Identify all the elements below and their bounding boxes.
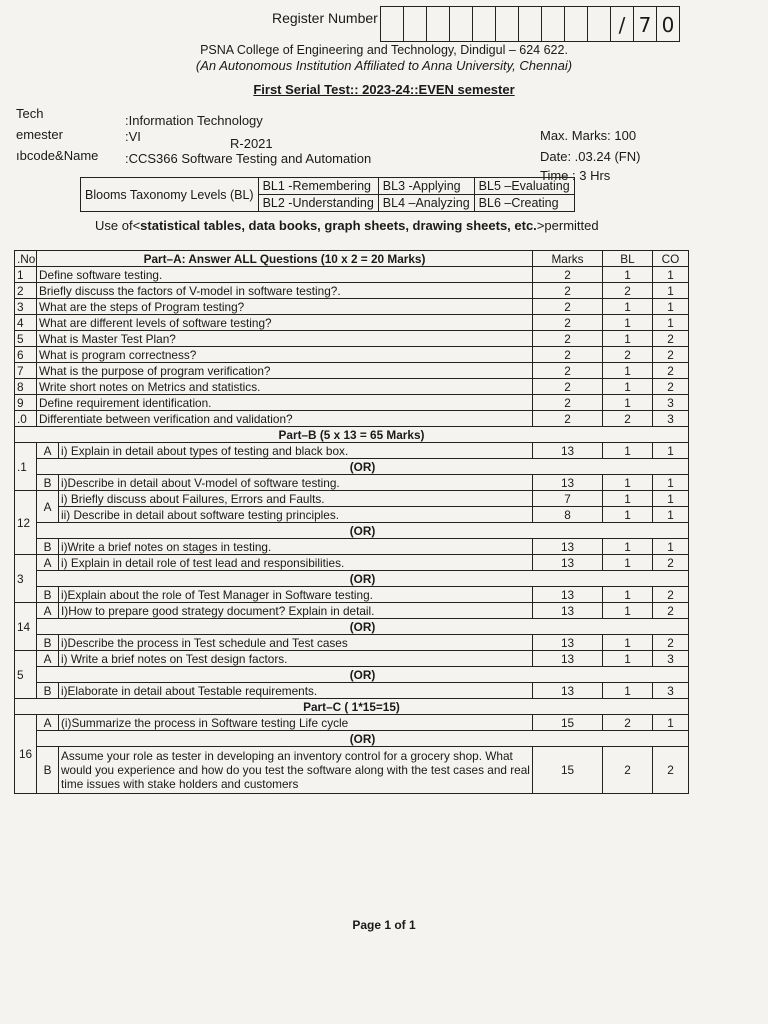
option-label: B (37, 475, 59, 491)
co-cell: 2 (653, 603, 689, 619)
co-cell: 3 (653, 683, 689, 699)
marks-cell: 13 (533, 555, 603, 571)
question-text: What are the steps of Program testing? (37, 299, 533, 315)
question-row (15, 299, 689, 315)
co-cell: 1 (653, 715, 689, 731)
or-row (15, 571, 689, 587)
co-cell: 1 (653, 507, 689, 523)
or-row (15, 619, 689, 635)
bl-cell: 1 (603, 315, 653, 331)
question-text: ii) Describe in detail about software testing principles. (59, 507, 533, 523)
co-cell: 3 (653, 411, 689, 427)
question-row (15, 555, 689, 571)
question-row (15, 331, 689, 347)
question-text: What are different levels of software testing? (37, 315, 533, 331)
co-cell: 2 (653, 379, 689, 395)
register-digit-box (496, 7, 519, 41)
marks-cell: 13 (533, 539, 603, 555)
option-label: B (37, 635, 59, 651)
bl-cell: 1 (603, 651, 653, 667)
section-row (15, 699, 689, 715)
meta-value-3: :CCS366 Software Testing and Automation (125, 151, 372, 166)
meta-value-1: :Information Technology (125, 113, 263, 128)
register-number-boxes (380, 6, 680, 42)
option-label: A (37, 715, 59, 731)
question-number: 14 (15, 603, 37, 651)
marks-cell: 13 (533, 475, 603, 491)
question-number: 3 (15, 555, 37, 603)
marks-cell: 13 (533, 587, 603, 603)
question-text: What is Master Test Plan? (37, 331, 533, 347)
marks-cell: 15 (533, 715, 603, 731)
college-name: PSNA College of Engineering and Technology, Dindigul – 624 622. (200, 43, 568, 57)
regulation: R-2021 (230, 136, 273, 151)
question-text: Briefly discuss the factors of V-model in software testing?. (37, 283, 533, 299)
question-row (15, 363, 689, 379)
co-cell: 2 (653, 363, 689, 379)
marks-cell: 15 (533, 747, 603, 794)
question-row (15, 747, 689, 794)
option-label: B (37, 587, 59, 603)
register-number-label: Register Number (272, 10, 378, 26)
marks-cell: 13 (533, 683, 603, 699)
college-header (0, 42, 768, 74)
question-row (15, 539, 689, 555)
college-affiliation: (An Autonomous Institution Affiliated to Anna University, Chennai) (195, 58, 573, 73)
marks-cell: 2 (533, 347, 603, 363)
register-digit-box (565, 7, 588, 41)
bl-cell: 1 (603, 475, 653, 491)
question-text: i)Describe in detail about V-model of software testing. (59, 475, 533, 491)
co-cell: 1 (653, 283, 689, 299)
max-marks: Max. Marks: 100 (540, 128, 637, 143)
or-separator: (OR) (37, 731, 689, 747)
bl-cell: 2 (603, 283, 653, 299)
marks-cell: 2 (533, 395, 603, 411)
question-text: (i)Summarize the process in Software testing Life cycle (59, 715, 533, 731)
marks-cell: 2 (533, 379, 603, 395)
co-cell: 1 (653, 539, 689, 555)
question-number: 4 (15, 315, 37, 331)
question-text: i)Write a brief notes on stages in testing. (59, 539, 533, 555)
register-digit-box (519, 7, 542, 41)
marks-cell: 2 (533, 411, 603, 427)
register-digit-box (588, 7, 611, 41)
question-row (15, 347, 689, 363)
bl-cell: 2 (603, 347, 653, 363)
bl4: BL4 –Analyzing (378, 195, 474, 212)
question-row (15, 683, 689, 699)
page-number: Page 1 of 1 (352, 918, 416, 932)
marks-cell: 2 (533, 299, 603, 315)
option-label: B (37, 683, 59, 699)
option-label: A (37, 443, 59, 459)
marks-cell: 13 (533, 603, 603, 619)
co-cell: 3 (653, 651, 689, 667)
register-digit-box (404, 7, 427, 41)
register-digit-box: 7 (634, 7, 657, 41)
question-text: Write short notes on Metrics and statistics. (37, 379, 533, 395)
marks-cell: 2 (533, 331, 603, 347)
marks-cell: 13 (533, 651, 603, 667)
exam-date: Date: .03.24 (FN) (540, 149, 641, 164)
question-text: i) Explain in detail about types of testing and black box. (59, 443, 533, 459)
bl-cell: 1 (603, 491, 653, 507)
register-digit-box (381, 7, 404, 41)
co-cell: 2 (653, 331, 689, 347)
question-number: 2 (15, 283, 37, 299)
question-text: Differentiate between verification and validation? (37, 411, 533, 427)
question-text: Assume your role as tester in developing an inventory control for a grocery shop. What would you experience and how do you test the software along with the test cases and real time issues with stake holders and customers (59, 747, 533, 794)
question-row (15, 283, 689, 299)
question-text: i)Explain about the role of Test Manager in Software testing. (59, 587, 533, 603)
marks-cell: 8 (533, 507, 603, 523)
option-label: A (37, 651, 59, 667)
co-cell: 1 (653, 315, 689, 331)
co-cell: 3 (653, 395, 689, 411)
permitted-materials-note: Use of<statistical tables, data books, graph sheets, drawing sheets, etc.>permitted (95, 218, 599, 233)
marks-cell: 2 (533, 363, 603, 379)
question-number: 7 (15, 363, 37, 379)
meta-key-1: Tech (16, 106, 44, 121)
bl-cell: 1 (603, 299, 653, 315)
question-row (15, 267, 689, 283)
section-row (15, 427, 689, 443)
question-number: 16 (15, 715, 37, 794)
bl-cell: 1 (603, 603, 653, 619)
question-text: Define requirement identification. (37, 395, 533, 411)
marks-cell: 7 (533, 491, 603, 507)
co-cell: 1 (653, 475, 689, 491)
bl-cell: 1 (603, 635, 653, 651)
question-text: i)Describe the process in Test schedule and Test cases (59, 635, 533, 651)
marks-cell: 2 (533, 315, 603, 331)
col-header-marks: Marks (533, 251, 603, 267)
part-c-heading: Part–C ( 1*15=15) (15, 699, 689, 715)
bl-cell: 2 (603, 715, 653, 731)
marks-cell: 13 (533, 635, 603, 651)
question-number: .0 (15, 411, 37, 427)
option-label: B (37, 747, 59, 794)
question-row (15, 491, 689, 507)
marks-cell: 2 (533, 283, 603, 299)
question-row (15, 635, 689, 651)
marks-cell: 2 (533, 267, 603, 283)
blooms-table (80, 177, 575, 212)
question-number: .1 (15, 443, 37, 491)
bl6: BL6 –Creating (474, 195, 574, 212)
or-row (15, 667, 689, 683)
co-cell: 2 (653, 347, 689, 363)
part-a-heading: Part–A: Answer ALL Questions (10 x 2 = 20 Marks) (37, 251, 533, 267)
register-digit-box (473, 7, 496, 41)
question-row (15, 443, 689, 459)
question-row (15, 715, 689, 731)
register-digit-box (427, 7, 450, 41)
question-text: What is the purpose of program verification? (37, 363, 533, 379)
question-row (15, 507, 689, 523)
bl-cell: 1 (603, 587, 653, 603)
co-cell: 2 (653, 747, 689, 794)
question-table (14, 250, 689, 794)
co-cell: 1 (653, 491, 689, 507)
bl-cell: 1 (603, 395, 653, 411)
question-row (15, 475, 689, 491)
bl-cell: 1 (603, 363, 653, 379)
register-digit-box (542, 7, 565, 41)
question-row (15, 603, 689, 619)
bl-cell: 2 (603, 411, 653, 427)
bl-cell: 1 (603, 539, 653, 555)
question-text: i) Briefly discuss about Failures, Errors and Faults. (59, 491, 533, 507)
bl-cell: 1 (603, 331, 653, 347)
or-row (15, 523, 689, 539)
co-cell: 2 (653, 587, 689, 603)
bl-cell: 1 (603, 683, 653, 699)
or-separator: (OR) (37, 459, 689, 475)
col-header-co: CO (653, 251, 689, 267)
question-text: What is program correctness? (37, 347, 533, 363)
question-number: 5 (15, 651, 37, 699)
question-row (15, 651, 689, 667)
blooms-label: Blooms Taxonomy Levels (BL) (81, 178, 259, 212)
question-row (15, 411, 689, 427)
co-cell: 2 (653, 555, 689, 571)
meta-key-3: ıbcode&Name (16, 148, 99, 163)
question-number: 1 (15, 267, 37, 283)
option-label: A (37, 603, 59, 619)
bl-cell: 1 (603, 555, 653, 571)
option-label: A (37, 555, 59, 571)
question-row (15, 379, 689, 395)
bl-cell: 1 (603, 507, 653, 523)
bl1: BL1 -Remembering (258, 178, 378, 195)
col-header-bl: BL (603, 251, 653, 267)
question-row (15, 395, 689, 411)
option-label: B (37, 539, 59, 555)
or-separator: (OR) (37, 571, 689, 587)
test-title: First Serial Test:: 2023-24::EVEN semester (253, 82, 515, 97)
question-row (15, 315, 689, 331)
bl-cell: 1 (603, 443, 653, 459)
meta-key-2: emester (16, 127, 63, 142)
bl-cell: 1 (603, 379, 653, 395)
question-row (15, 587, 689, 603)
question-text: i)Elaborate in detail about Testable requirements. (59, 683, 533, 699)
bl-cell: 1 (603, 267, 653, 283)
or-separator: (OR) (37, 667, 689, 683)
bl5: BL5 –Evaluating (474, 178, 574, 195)
co-cell: 2 (653, 635, 689, 651)
register-digit-box (450, 7, 473, 41)
question-number: 3 (15, 299, 37, 315)
col-header-no: .No (15, 251, 37, 267)
header-row (15, 251, 689, 267)
question-text: i) Explain in detail role of test lead and responsibilities. (59, 555, 533, 571)
or-row (15, 731, 689, 747)
question-number: 8 (15, 379, 37, 395)
option-label: A (37, 491, 59, 523)
register-digit-box: 0 (661, 13, 675, 37)
or-separator: (OR) (37, 619, 689, 635)
question-number: 6 (15, 347, 37, 363)
meta-value-2: :VI (125, 129, 141, 144)
question-text: i) Write a brief notes on Test design factors. (59, 651, 533, 667)
marks-cell: 13 (533, 443, 603, 459)
register-digit-box: / (611, 7, 634, 41)
bl2: BL2 -Understanding (258, 195, 378, 212)
co-cell: 1 (653, 443, 689, 459)
bl-cell: 2 (603, 747, 653, 794)
exam-time: Time : 3 Hrs (540, 168, 611, 183)
question-number: 5 (15, 331, 37, 347)
or-separator: (OR) (37, 523, 689, 539)
or-row (15, 459, 689, 475)
question-text: I)How to prepare good strategy document? Explain in detail. (59, 603, 533, 619)
question-number: 12 (15, 491, 37, 555)
part-b-heading: Part–B (5 x 13 = 65 Marks) (15, 427, 689, 443)
co-cell: 1 (653, 299, 689, 315)
question-text: Define software testing. (37, 267, 533, 283)
question-number: 9 (15, 395, 37, 411)
bl3: BL3 -Applying (378, 178, 474, 195)
co-cell: 1 (653, 267, 689, 283)
